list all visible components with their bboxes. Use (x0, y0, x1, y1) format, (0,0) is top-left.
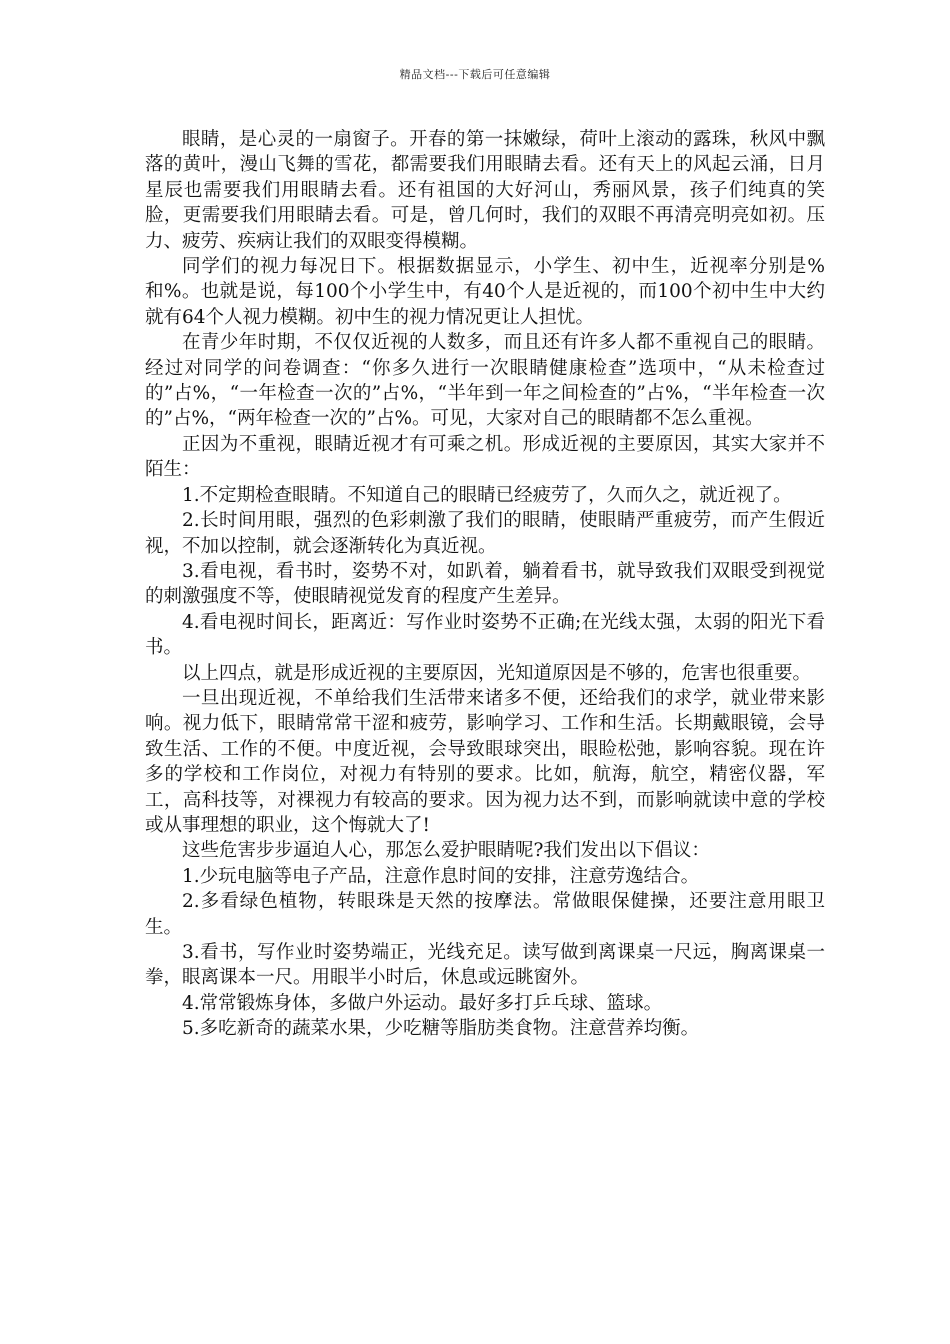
cause-item-3: 3.看电视，看书时，姿势不对，如趴着，躺着看书，就导致我们双眼受到视觉的刺激强度不等，使眼睛视觉发育的程度产生差异。 (145, 560, 825, 608)
proposal-item-3: 3.看书，写作业时姿势端正，光线充足。读写做到离课桌一尺远，胸离课桌一拳，眼离课本一尺。用眼半小时后，休息或远眺窗外。 (145, 942, 825, 989)
proposal-item-4: 4.常常锻炼身体，多做户外运动。最好多打乒乓球、篮球。 (182, 992, 663, 1014)
paragraph-proposal-intro: 这些危害步步逼迫人心，那怎么爱护眼睛呢?我们发出以下倡议： (182, 840, 710, 862)
paragraph-intro: 眼睛，是心灵的一扇窗子。开春的第一抹嫩绿，荷叶上滚动的露珠，秋风中飘落的黄叶，漫山飞舞的雪花，都需要我们用眼睛去看。还有天上的风起云涌，日月星辰也需要我们用眼睛去看。还有祖国的大好河山，秀丽风景，孩子们纯真的笑脸，更需要我们用眼睛去看。可是，曾几何时，我们的双眼不再清亮明亮如初。压力、疲劳、疾病让我们的双眼变得模糊。 (145, 129, 825, 252)
paragraph-causes-intro: 正因为不重视，眼睛近视才有可乘之机。形成近视的主要原因，其实大家并不陌生： (145, 433, 825, 481)
proposal-item-5: 5.多吃新奇的蔬菜水果，少吃糖等脂肪类食物。注意营养均衡。 (182, 1018, 700, 1040)
paragraph-survey: 在青少年时期，不仅仅近视的人数多，而且还有许多人都不重视自己的眼睛。经过对同学的问卷调查：“你多久进行一次眼睛健康检查”选项中，“从未检查过的”占%，“一年检查一次的”占%，“半年到一年之间检查的”占%，“半年检查一次的”占%，“两年检查一次的”占%。可见，大家对自己的眼睛都不怎么重视。 (145, 332, 825, 430)
paragraph-causes-summary: 以上四点，就是形成近视的主要原因，光知道原因是不够的，危害也很重要。 (182, 662, 812, 684)
paragraph-harms: 一旦出现近视，不单给我们生活带来诸多不便，还给我们的求学，就业带来影响。视力低下，眼睛常常干涩和疲劳，影响学习、工作和生活。长期戴眼镜，会导致生活、工作的不便。中度近视，会导致眼球突出，眼睑松弛，影响容貌。现在许多的学校和工作岗位，对视力有特别的要求。比如，航海，航空，精密仪器，军工，高科技等，对裸视力有较高的要求。因为视力达不到，而影响就读中意的学校或从事理想的职业，这个悔就大了! (145, 687, 825, 836)
proposal-item-2: 2.多看绿色植物，转眼珠是天然的按摩法。常做眼保健操，还要注意用眼卫生。 (145, 891, 825, 938)
cause-item-1: 1.不定期检查眼睛。不知道自己的眼睛已经疲劳了，久而久之，就近视了。 (182, 484, 792, 506)
proposal-item-1: 1.少玩电脑等电子产品，注意作息时间的安排，注意劳逸结合。 (182, 865, 700, 887)
cause-item-2: 2.长时间用眼，强烈的色彩刺激了我们的眼睛，使眼睛严重疲劳，而产生假近视，不加以控制，就会逐渐转化为真近视。 (145, 510, 825, 557)
page-header: 精品文档---下载后可任意编辑 (399, 68, 551, 81)
paragraph-statistics: 同学们的视力每况日下。根据数据显示，小学生、初中生，近视率分别是%和%。也就是说，每100个小学生中，有40个人是近视的，而100个初中生中大约就有64个人视力模糊。初中生的视力情况更让人担忧。 (145, 256, 825, 328)
article-body (145, 127, 825, 1042)
cause-item-4: 4.看电视时间长，距离近：写作业时姿势不正确;在光线太强，太弱的阳光下看书。 (145, 611, 825, 659)
